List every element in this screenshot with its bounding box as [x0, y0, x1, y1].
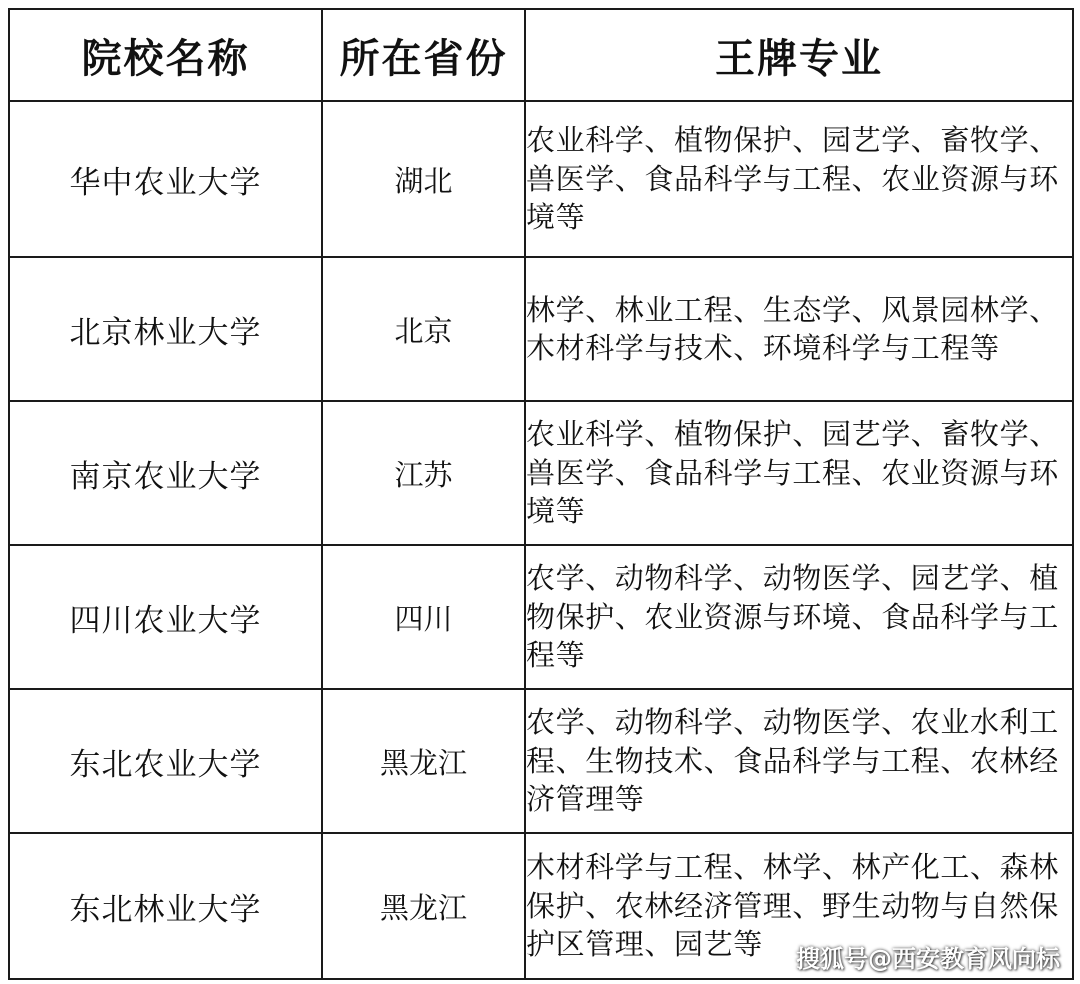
table-row [9, 101, 1073, 257]
province-cell: 黑龙江 [322, 833, 525, 979]
table-row [9, 545, 1073, 689]
majors-cell: 农学、动物科学、动物医学、园艺学、植物保护、农业资源与环境、食品科学与工程等 [525, 545, 1073, 689]
table-row [9, 401, 1073, 545]
province-cell: 四川 [322, 545, 525, 689]
province-cell: 黑龙江 [322, 689, 525, 833]
table-row [9, 689, 1073, 833]
table-row [9, 257, 1073, 401]
province-cell: 北京 [322, 257, 525, 401]
school-name: 四川农业大学 [9, 545, 322, 689]
school-name: 东北农业大学 [9, 689, 322, 833]
school-name: 南京农业大学 [9, 401, 322, 545]
province-cell: 江苏 [322, 401, 525, 545]
province-cell: 湖北 [322, 101, 525, 257]
school-name: 华中农业大学 [9, 101, 322, 257]
header-majors: 王牌专业 [525, 9, 1073, 101]
header-province: 所在省份 [322, 9, 525, 101]
majors-cell: 木材科学与工程、林学、林产化工、森林保护、农林经济管理、野生动物与自然保护区管理、园艺等 [525, 833, 1073, 979]
school-name: 东北林业大学 [9, 833, 322, 979]
table-header-row [9, 9, 1073, 101]
universities-table [8, 8, 1074, 980]
school-name: 北京林业大学 [9, 257, 322, 401]
majors-cell: 农业科学、植物保护、园艺学、畜牧学、兽医学、食品科学与工程、农业资源与环境等 [525, 401, 1073, 545]
majors-cell: 农业科学、植物保护、园艺学、畜牧学、兽医学、食品科学与工程、农业资源与环境等 [525, 101, 1073, 257]
header-school: 院校名称 [9, 9, 322, 101]
watermark: 搜狐号@西安教育风向标 [796, 945, 1060, 973]
majors-cell: 林学、林业工程、生态学、风景园林学、木材科学与技术、环境科学与工程等 [525, 257, 1073, 401]
majors-cell: 农学、动物科学、动物医学、农业水利工程、生物技术、食品科学与工程、农林经济管理等 [525, 689, 1073, 833]
